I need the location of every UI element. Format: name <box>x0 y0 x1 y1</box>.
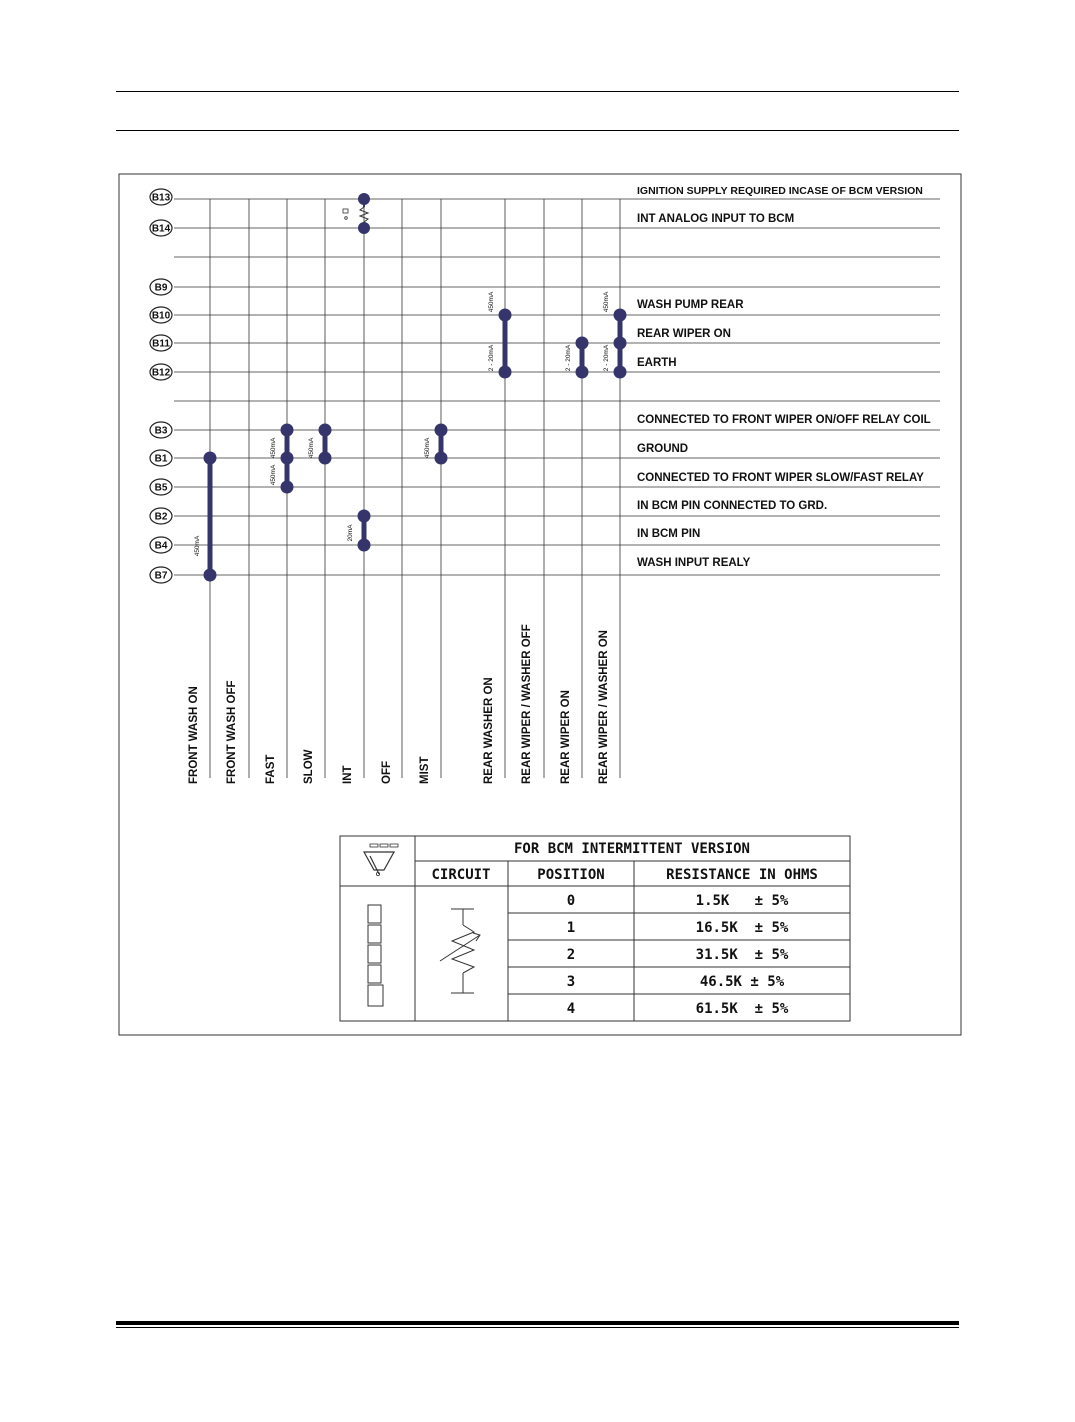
connection-rear-washer-on <box>499 309 512 379</box>
position-label: FRONT WASH ON <box>188 686 200 784</box>
svg-text:B5: B5 <box>154 482 168 494</box>
pin-badge <box>150 220 172 236</box>
pin-badge <box>150 364 172 380</box>
table-cell-resistance: 46.5K ± 5% <box>699 974 785 990</box>
position-label: REAR WIPER ON <box>560 690 572 784</box>
rating-label: 450mA <box>603 291 610 313</box>
connection-rear-wiper-on <box>576 337 589 379</box>
table-cell-position: 2 <box>566 947 576 963</box>
connection-fast <box>281 424 294 494</box>
switch-stack-icon <box>368 905 383 1006</box>
connection-front-wash-on <box>204 452 217 582</box>
position-label: REAR WIPER / WASHER ON <box>598 630 610 784</box>
table-header-circuit: CIRCUIT <box>431 867 491 883</box>
table-header-resistance: RESISTANCE IN OHMS <box>666 867 818 883</box>
pin-badge <box>150 567 172 583</box>
row-label: WASH INPUT REALY <box>637 557 751 569</box>
svg-text:B11: B11 <box>152 338 170 350</box>
pin-badge <box>150 307 172 323</box>
pin-badges <box>150 189 172 583</box>
position-label: SLOW <box>303 749 315 784</box>
position-label: MIST <box>419 756 431 784</box>
pin-badge <box>150 479 172 495</box>
rating-label: 2 - 20mA <box>603 344 610 372</box>
row-label: CONNECTED TO FRONT WIPER ON/OFF RELAY COIL <box>637 414 931 426</box>
svg-text:B10: B10 <box>151 310 171 322</box>
svg-text:B9: B9 <box>154 282 168 294</box>
row-label: IN BCM PIN <box>637 528 701 540</box>
row-label: REAR WIPER ON <box>637 328 731 340</box>
svg-text:B4: B4 <box>154 540 168 552</box>
rating-label: 2 - 20mA <box>565 344 572 372</box>
table-header-position: POSITION <box>537 867 605 883</box>
table-cell-position: 3 <box>566 974 576 990</box>
table-title: FOR BCM INTERMITTENT VERSION <box>513 841 751 857</box>
rating-label: 450mA <box>308 437 315 459</box>
rating-label: 450mA <box>488 291 495 313</box>
table-cell-position: 4 <box>566 1001 576 1017</box>
pin-badge <box>150 537 172 553</box>
svg-text:B2: B2 <box>154 511 168 523</box>
table-cell-resistance: 61.5K ± 5% <box>695 1001 789 1017</box>
row-label: WASH PUMP REAR <box>637 299 744 311</box>
table-cell-resistance: 16.5K ± 5% <box>695 920 789 936</box>
row-label: IN BCM PIN CONNECTED TO GRD. <box>637 500 828 512</box>
pin-badge <box>150 450 172 466</box>
svg-text:B3: B3 <box>154 425 168 437</box>
svg-text:B1: B1 <box>154 453 168 465</box>
position-label: REAR WASHER ON <box>483 677 495 784</box>
row-labels <box>637 185 931 569</box>
position-label: REAR WIPER / WASHER OFF <box>521 624 533 784</box>
row-label: CONNECTED TO FRONT WIPER SLOW/FAST RELAY <box>637 472 924 484</box>
svg-text:B14: B14 <box>151 223 171 235</box>
position-label: INT <box>342 765 354 784</box>
rating-label: 2 - 20mA <box>488 344 495 372</box>
table-cell-resistance: 31.5K ± 5% <box>695 947 789 963</box>
connection-off <box>358 510 371 552</box>
connection-slow <box>319 424 332 465</box>
resistance-table <box>340 836 850 1021</box>
row-label: GROUND <box>637 443 689 455</box>
position-label: FAST <box>265 754 277 784</box>
pin-badge <box>150 279 172 295</box>
svg-text:B7: B7 <box>154 570 168 582</box>
variable-resistor-icon <box>440 909 480 993</box>
rating-label: 450mA <box>194 535 201 557</box>
pin-badge <box>150 508 172 524</box>
table-cell-resistance: 1.5K ± 5% <box>695 893 789 909</box>
svg-text:B13: B13 <box>151 192 171 204</box>
connection-mist <box>435 424 448 465</box>
rating-label: 20mA <box>347 524 354 542</box>
svg-text:B12: B12 <box>151 367 171 379</box>
position-labels <box>188 624 610 784</box>
position-label: FRONT WASH OFF <box>226 680 238 784</box>
rating-label: 450mA <box>270 464 277 486</box>
row-label: INT ANALOG INPUT TO BCM <box>637 213 795 225</box>
row-label: IGNITION SUPPLY REQUIRED INCASE OF BCM VERSION <box>637 185 923 197</box>
table-cell-position: 0 <box>566 893 576 909</box>
diagram-frame <box>119 174 961 1035</box>
table-cell-position: 1 <box>566 920 576 936</box>
pin-badge <box>150 422 172 438</box>
rating-label: 450mA <box>270 437 277 459</box>
pin-badge <box>150 189 172 205</box>
connection-rear-wiper-washer-on <box>614 309 627 379</box>
row-label: EARTH <box>637 357 677 369</box>
position-label: OFF <box>381 761 393 784</box>
pin-badge <box>150 335 172 351</box>
connection-bars <box>204 193 627 582</box>
wiper-icon <box>364 844 398 876</box>
rating-label: 450mA <box>424 437 431 459</box>
